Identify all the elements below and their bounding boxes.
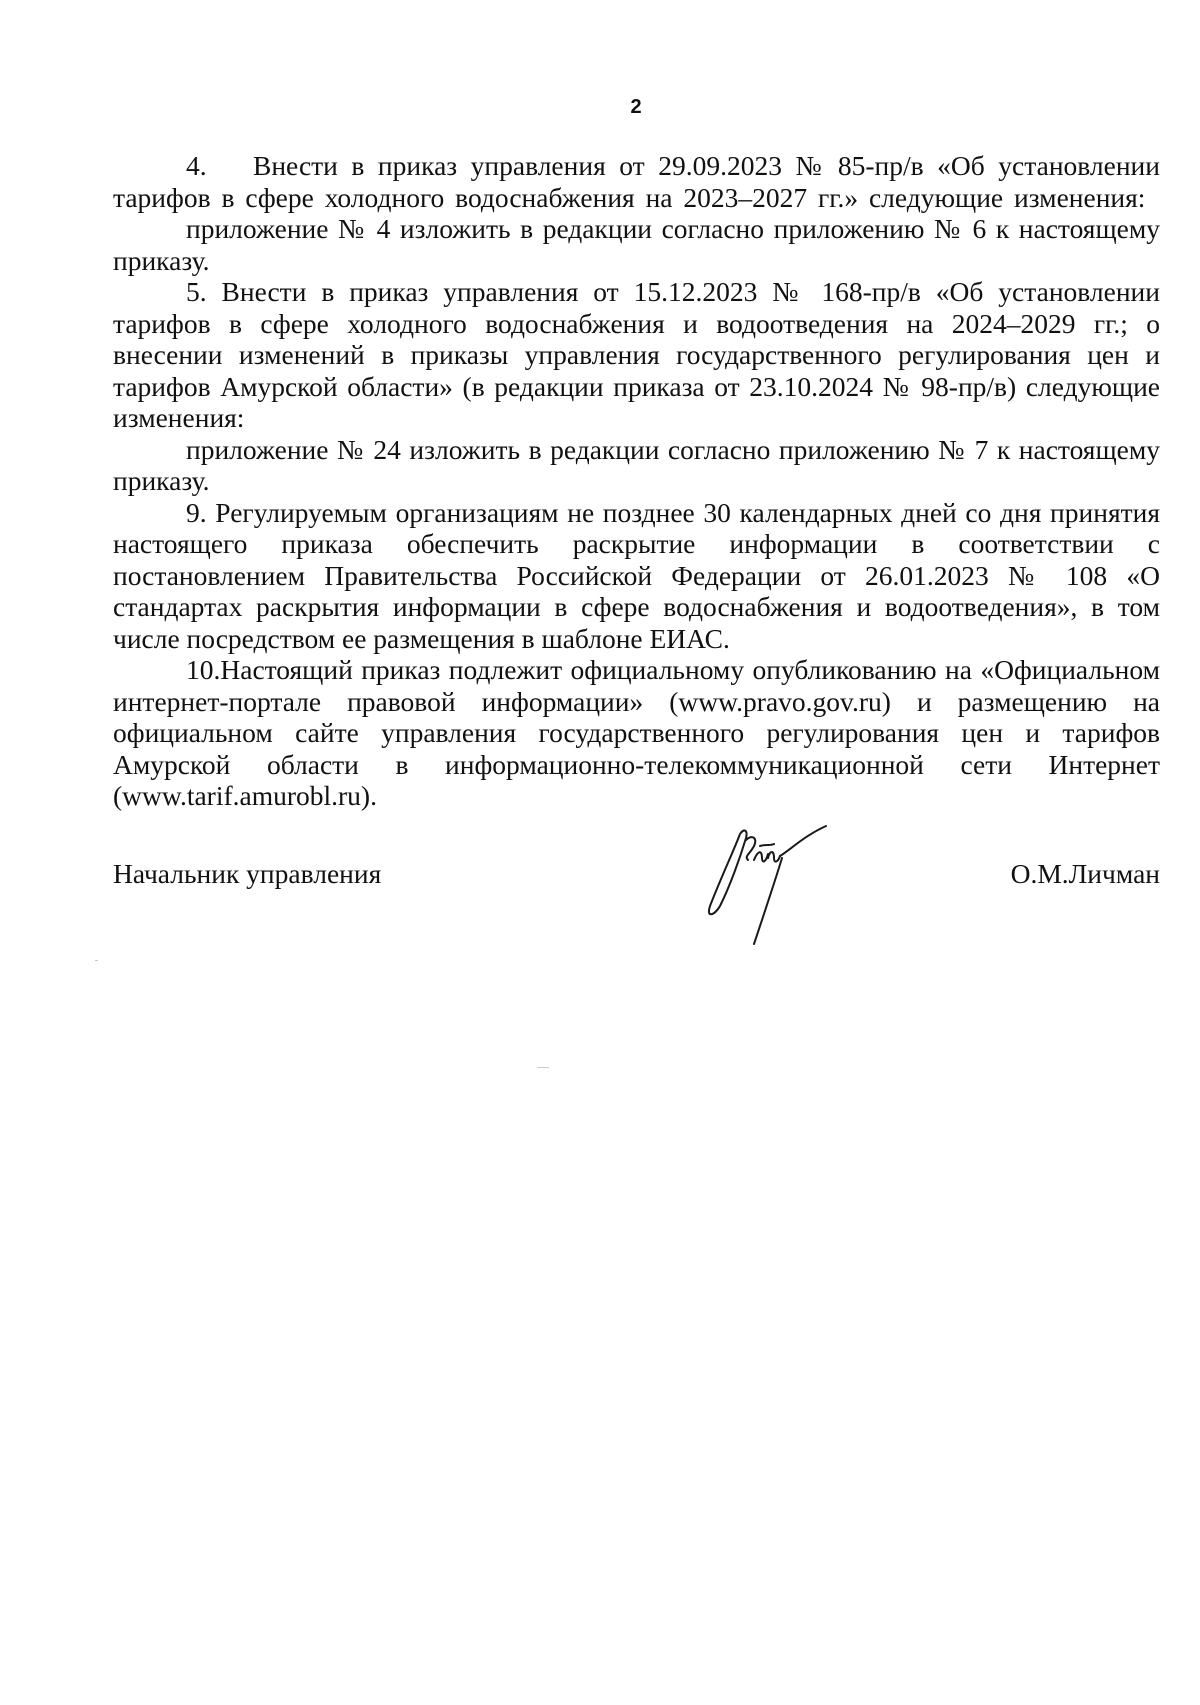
paragraph-4-amendment: приложение № 4 изложить в редакции согласно приложению № 6 к настоящему приказу.	[113, 213, 1160, 276]
scan-speck	[95, 960, 98, 961]
paragraph-4	[113, 150, 1160, 213]
paragraph-5: 5. Внести в приказ управления от 15.12.2023 № 168-пр/в «Об установлении тарифов в сфере холодного водоснабжения и водоотведения на 2024–2029 гг.; о внесении изменений в приказы управления государственного регулирования цен и тарифов Амурской области» (в редакции приказа от 23.10.2024 № 98-пр/в) следующие изменения:	[113, 276, 1160, 433]
signer-name: О.М.Личман	[1010, 858, 1160, 889]
signer-position: Начальник управления	[113, 858, 382, 889]
paragraph-5-amendment: приложение № 24 изложить в редакции согласно приложению № 7 к настоящему приказу.	[113, 433, 1160, 496]
paragraph-9: 9. Регулируемым организациям не позднее 30 календарных дней со дня принятия настоящего приказа обеспечить раскрытие информации в соответствии с постановлением Правительства Российской Федерации от 26.01.2023 № 108 «О стандартах раскрытия информации в сфере водоснабжения и водоотведения», в том числе посредством ее размещения в шаблоне ЕИАС.	[113, 496, 1160, 654]
signature-block	[113, 858, 1160, 898]
handwritten-signature	[700, 820, 860, 950]
paragraph-4-number: 4.	[186, 150, 207, 181]
paragraph-4-text: Внести в приказ управления от 29.09.2023 № 85-пр/в «Об установлении тарифов в сфере холодного водоснабжения на 2023–2027 гг.» следующие изменения:	[113, 150, 1160, 213]
scan-speck	[537, 1067, 549, 1068]
paragraph-10: 10.Настоящий приказ подлежит официальному опубликованию на «Официальном интернет-портале правовой информации» (www.pravo.gov.ru) и размещению на официальном сайте управления государственного регулирования цен и тарифов Амурской области в информационно-телекоммуникационной сети Интернет (www.tarif.amurobl.ru).	[113, 654, 1160, 811]
page-number: 2	[630, 96, 642, 118]
document-body	[113, 150, 1160, 812]
